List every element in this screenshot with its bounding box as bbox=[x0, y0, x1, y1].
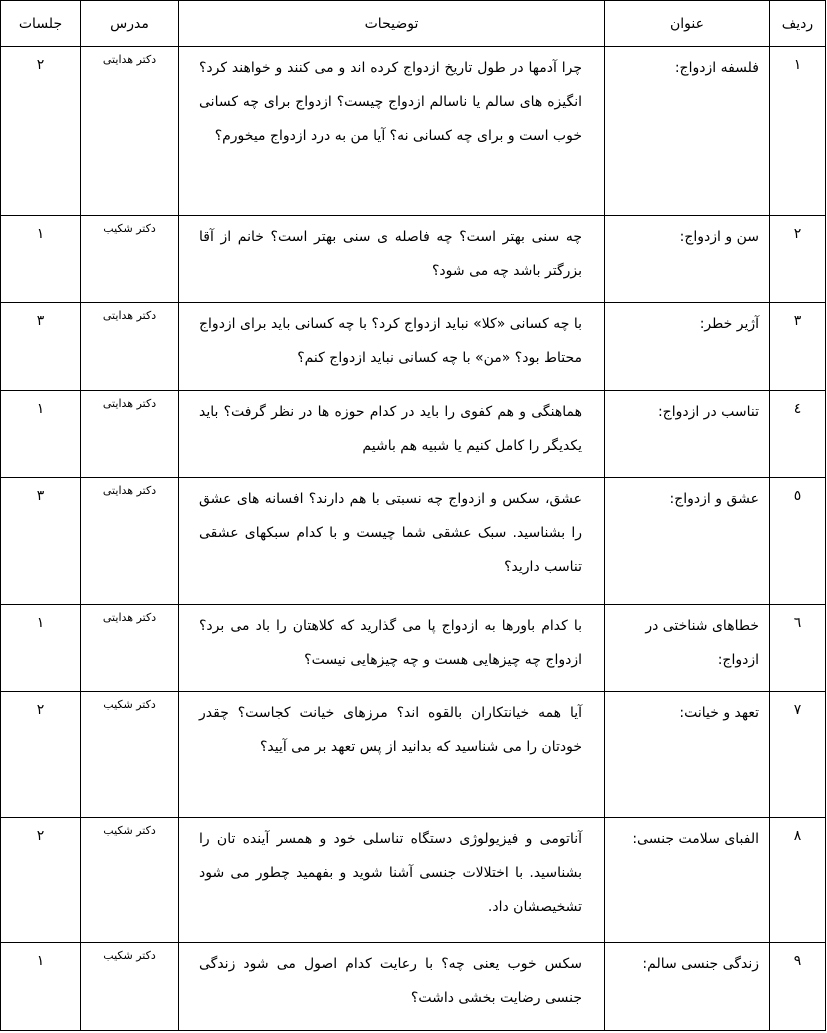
row-description: آیا همه خیانتکاران بالقوه اند؟ مرزهای خیانت کجاست؟ چقدر خودتان را می شناسید که بدانید از پس تعهد بر می آیید؟ bbox=[179, 692, 605, 818]
row-title: فلسفه ازدواج: bbox=[605, 47, 770, 216]
row-sessions: ۲ bbox=[1, 47, 81, 216]
row-description: هماهنگی و هم کفوی را باید در کدام حوزه ها در نظر گرفت؟ باید یکدیگر را کامل کنیم یا شبیه هم باشیم bbox=[179, 391, 605, 478]
row-description: چه سنی بهتر است؟ چه فاصله ی سنی بهتر است؟ خانم از آقا بزرگتر باشد چه می شود؟ bbox=[179, 216, 605, 303]
row-title: عشق و ازدواج: bbox=[605, 478, 770, 605]
row-sessions: ۱ bbox=[1, 605, 81, 692]
table-row bbox=[1, 478, 826, 605]
row-number: ٥ bbox=[770, 478, 826, 605]
row-title: زندگی جنسی سالم: bbox=[605, 943, 770, 1031]
row-number: ۷ bbox=[770, 692, 826, 818]
row-title: خطاهای شناختی در ازدواج: bbox=[605, 605, 770, 692]
row-description: با چه کسانی «کلا» نباید ازدواج کرد؟ با چه کسانی باید برای ازدواج محتاط بود؟ «من» با چه کسانی نباید ازدواج کنم؟ bbox=[179, 303, 605, 391]
row-teacher: دکتر هدایتی bbox=[81, 605, 179, 692]
row-title: تعهد و خیانت: bbox=[605, 692, 770, 818]
row-title: تناسب در ازدواج: bbox=[605, 391, 770, 478]
row-title: الفبای سلامت جنسی: bbox=[605, 818, 770, 943]
table-row bbox=[1, 391, 826, 478]
row-teacher: دکتر هدایتی bbox=[81, 47, 179, 216]
header-title: عنوان bbox=[605, 1, 770, 47]
row-sessions: ۱ bbox=[1, 943, 81, 1031]
row-teacher: دکتر هدایتی bbox=[81, 391, 179, 478]
row-sessions: ۱ bbox=[1, 391, 81, 478]
header-teacher: مدرس bbox=[81, 1, 179, 47]
row-description: آناتومی و فیزیولوژی دستگاه تناسلی خود و همسر آینده تان را بشناسید. با اختلالات جنسی آشنا شوید و بفهمید چطور می شود تشخیصشان داد. bbox=[179, 818, 605, 943]
table-header-row bbox=[1, 1, 826, 47]
header-sessions: جلسات bbox=[1, 1, 81, 47]
table-row bbox=[1, 303, 826, 391]
row-teacher: دکتر شکیب bbox=[81, 692, 179, 818]
header-row-number: ردیف bbox=[770, 1, 826, 47]
row-sessions: ۱ bbox=[1, 216, 81, 303]
row-title: سن و ازدواج: bbox=[605, 216, 770, 303]
table-row bbox=[1, 605, 826, 692]
row-teacher: دکتر شکیب bbox=[81, 818, 179, 943]
row-number: ٦ bbox=[770, 605, 826, 692]
table-row bbox=[1, 692, 826, 818]
table-row bbox=[1, 818, 826, 943]
row-number: ۸ bbox=[770, 818, 826, 943]
row-description: چرا آدمها در طول تاریخ ازدواج کرده اند و می کنند و خواهند کرد؟ انگیزه های سالم یا ناسالم ازدواج چیست؟ ازدواج برای چه کسانی خوب است و برای چه کسانی نه؟ آیا من به درد ازدواج میخورم؟ bbox=[179, 47, 605, 216]
row-number: ٤ bbox=[770, 391, 826, 478]
row-number: ۲ bbox=[770, 216, 826, 303]
table-row bbox=[1, 47, 826, 216]
row-teacher: دکتر شکیب bbox=[81, 216, 179, 303]
row-teacher: دکتر هدایتی bbox=[81, 303, 179, 391]
row-description: سکس خوب یعنی چه؟ با رعایت کدام اصول می شود زندگی جنسی رضایت بخشی داشت؟ bbox=[179, 943, 605, 1031]
row-sessions: ۳ bbox=[1, 303, 81, 391]
row-description: با کدام باورها به ازدواج پا می گذارید که کلاهتان را باد می برد؟ ازدواج چه چیزهایی هست و چه چیزهایی نیست؟ bbox=[179, 605, 605, 692]
row-teacher: دکتر هدایتی bbox=[81, 478, 179, 605]
row-sessions: ۲ bbox=[1, 818, 81, 943]
row-number: ۳ bbox=[770, 303, 826, 391]
table-row bbox=[1, 216, 826, 303]
row-teacher: دکتر شکیب bbox=[81, 943, 179, 1031]
row-sessions: ۳ bbox=[1, 478, 81, 605]
row-description: عشق، سکس و ازدواج چه نسبتی با هم دارند؟ افسانه های عشق را بشناسید. سبک عشقی شما چیست و با کدام سبکهای عشقی تناسب دارید؟ bbox=[179, 478, 605, 605]
row-title: آژیر خطر: bbox=[605, 303, 770, 391]
row-sessions: ۲ bbox=[1, 692, 81, 818]
header-description: توضیحات bbox=[179, 1, 605, 47]
table-row bbox=[1, 943, 826, 1031]
row-number: ۱ bbox=[770, 47, 826, 216]
row-number: ۹ bbox=[770, 943, 826, 1031]
